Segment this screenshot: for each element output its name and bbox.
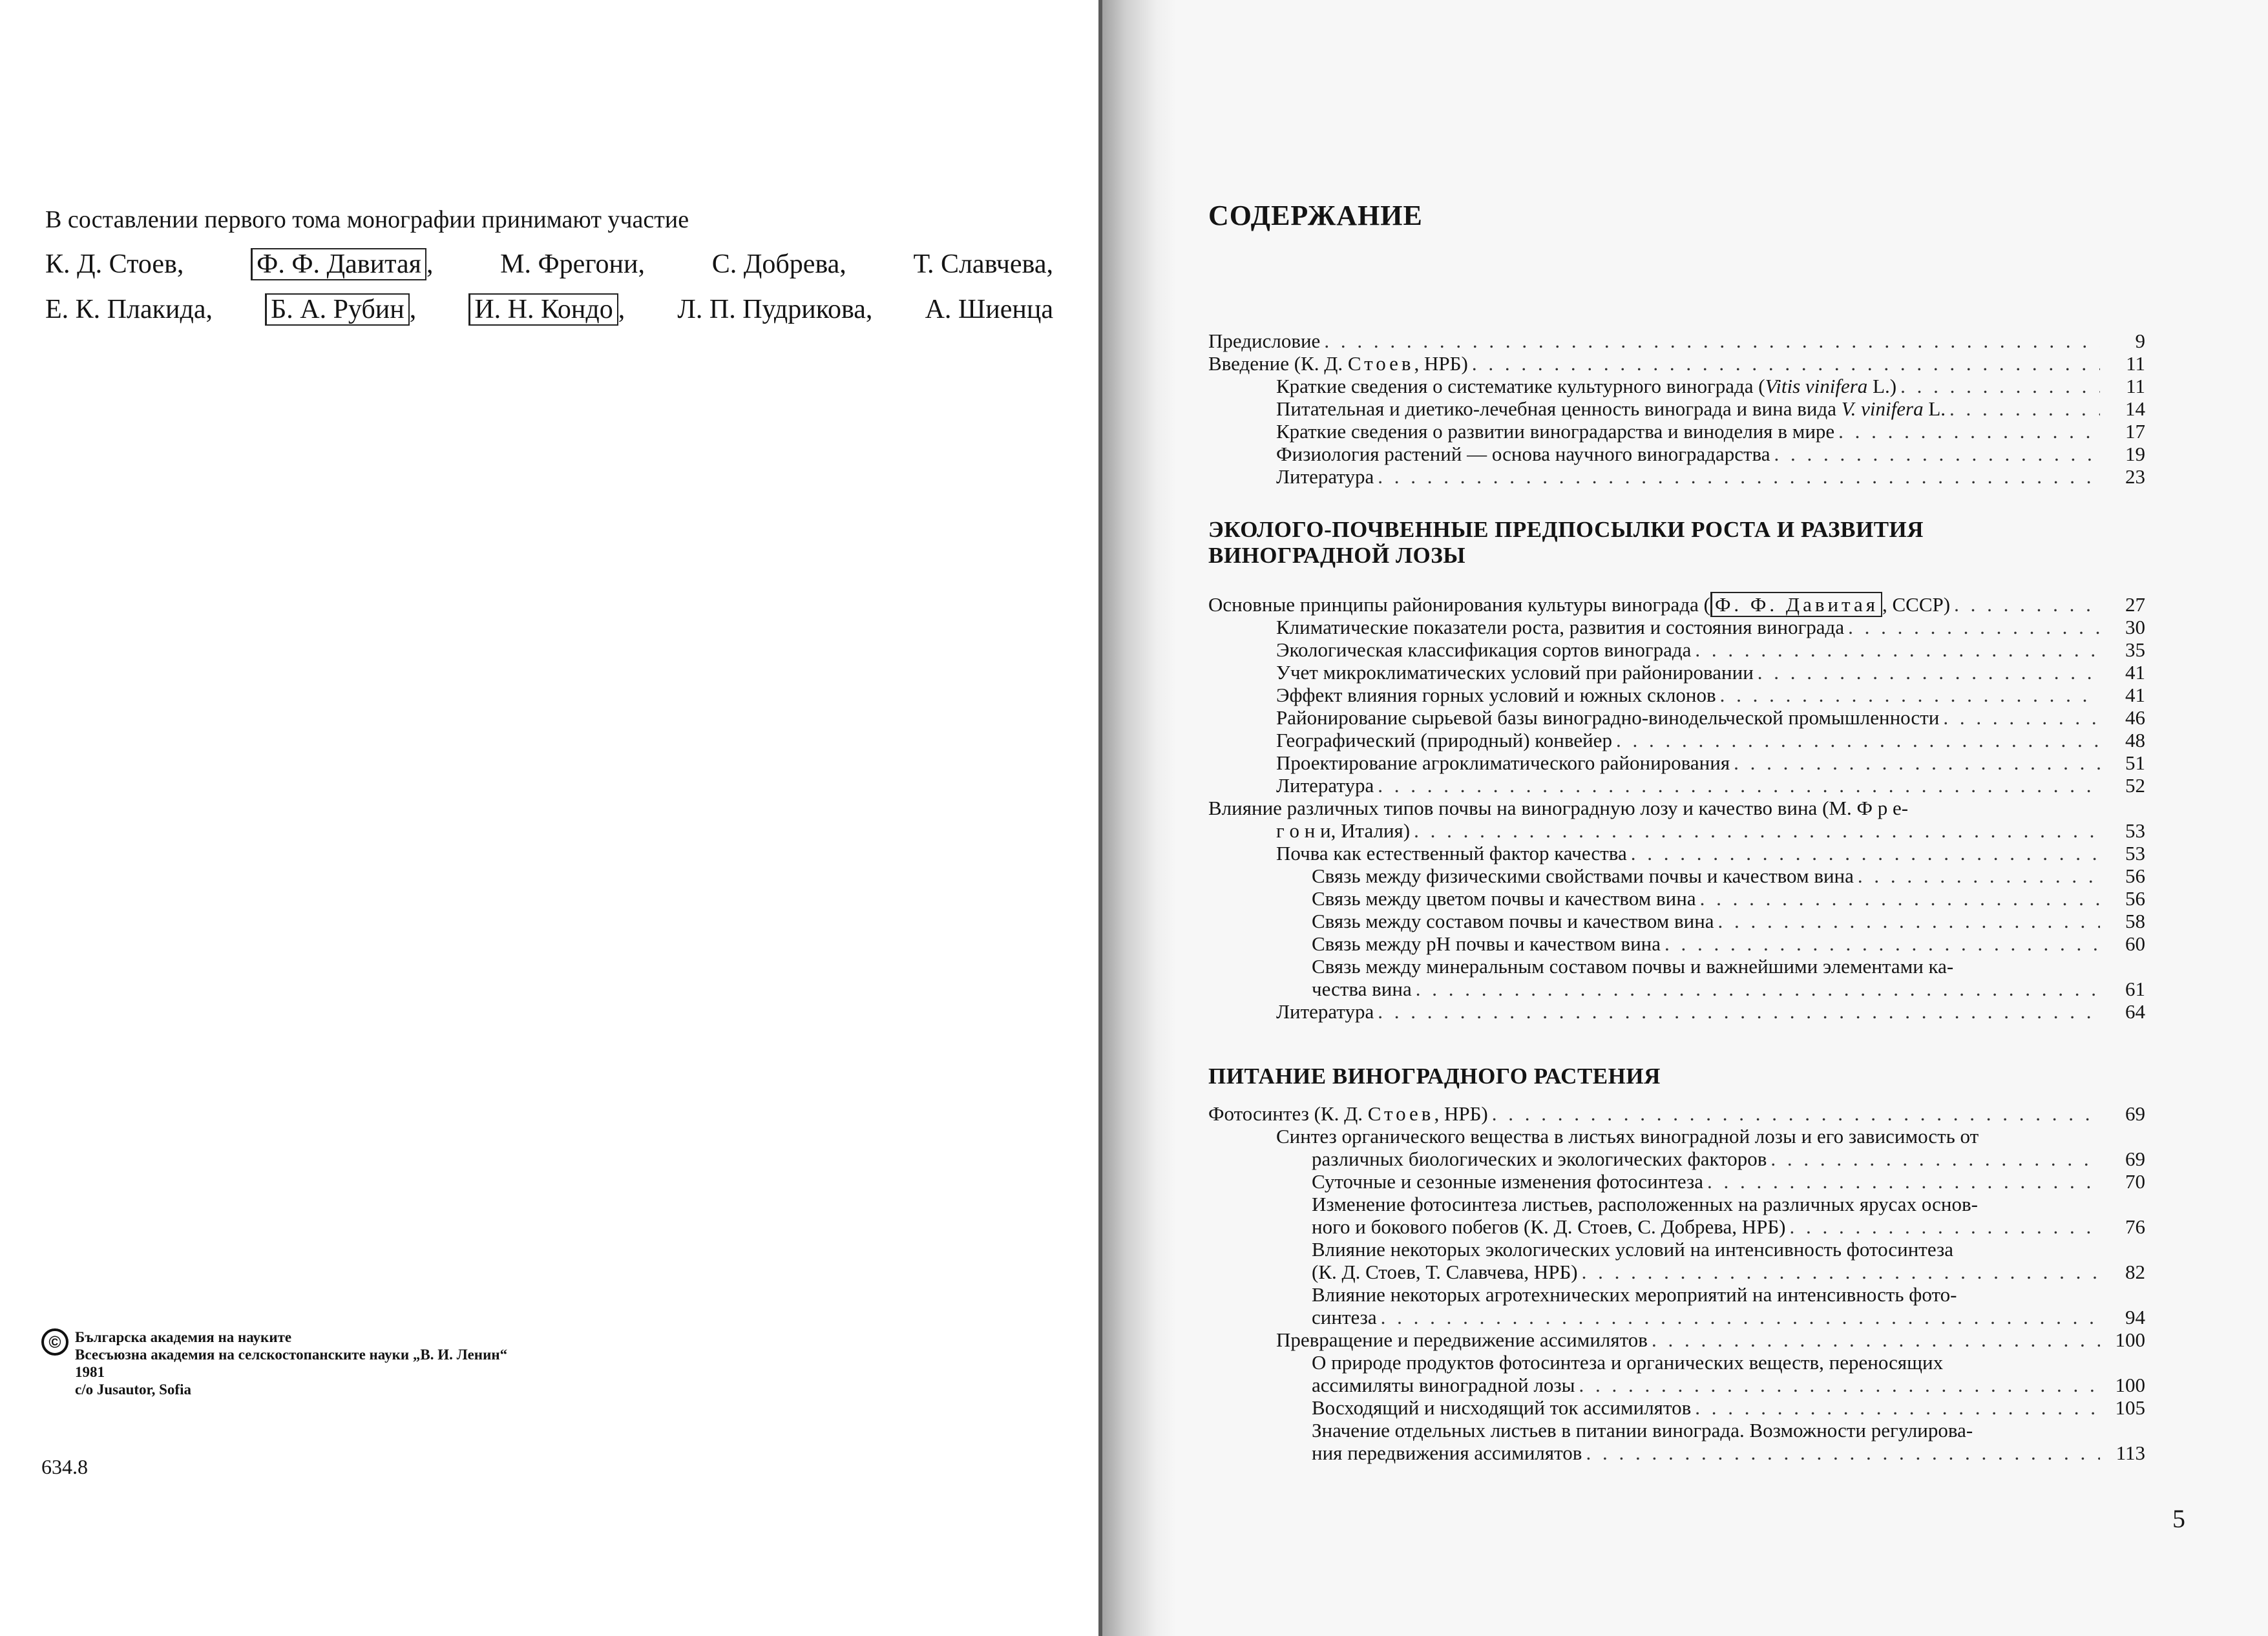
author: К. Д. Стоев,	[45, 249, 184, 279]
author: А. Шиенца	[925, 294, 1053, 324]
copyright-line: 1981	[75, 1364, 105, 1381]
author-deceased-box: Ф. Ф. Давитая	[1710, 592, 1882, 617]
toc-entry[interactable]: Краткие сведения о развитии виноградарства и виноделия в мире . . . 17	[1208, 420, 2145, 443]
toc-entry[interactable]: Связь между цветом почвы и качеством вина . . . 56	[1208, 887, 2145, 910]
toc-entry[interactable]: Эффект влияния горных условий и южных склонов . . . 41	[1208, 684, 2145, 706]
toc-entry[interactable]: Учет микроклиматических условий при районировании . . . 41	[1208, 661, 2145, 684]
toc-title: СОДЕРЖАНИЕ	[1208, 200, 1423, 231]
toc-entry[interactable]: Проектирование агроклиматического районирования . . . 51	[1208, 751, 2145, 774]
toc-entry[interactable]: Восходящий и нисходящий ток ассимилятов . . . 105	[1208, 1396, 2145, 1419]
author: С. Добрева,	[711, 249, 846, 279]
copyright-line: c/o Jusautor, Sofia	[75, 1381, 191, 1398]
toc-entry[interactable]: О природе продуктов фотосинтеза и органических веществ, переносящих ассимиляты виноградной лозы . . . 100	[1208, 1351, 2145, 1396]
copyright-block	[41, 1328, 752, 1399]
copyright-line: Всесъюзна академия на селскостопанските науки „В. И. Ленин“	[75, 1347, 508, 1363]
copyright-line: Българска академия на науките	[75, 1329, 292, 1345]
toc-entry[interactable]: Связь между минеральным составом почвы и важнейшими элементами ка- чества вина . . . 61	[1208, 955, 2145, 1000]
toc-entry[interactable]: Влияние некоторых агротехнических мероприятий на интенсивность фото- синтеза . . . 94	[1208, 1283, 2145, 1328]
toc-entry[interactable]: Влияние различных типов почвы на виноградную лозу и качество вина (М. Ф р е- г о н и, Италия) . . . 53	[1208, 797, 2145, 842]
author: М. Фрегони,	[500, 249, 645, 279]
toc-entry[interactable]: Предисловие . . . 9	[1208, 330, 2145, 352]
author-deceased-box: И. Н. Кондо	[468, 293, 618, 326]
toc-entry[interactable]: Районирование сырьевой базы виноградно-винодельческой промышленности . . . 46	[1208, 706, 2145, 729]
toc-part-3	[1208, 1102, 2145, 1464]
toc-entry[interactable]: Географический (природный) конвейер . . . 48	[1208, 729, 2145, 751]
credits-intro: В составлении первого тома монографии принимают участие	[45, 206, 689, 233]
right-page	[1098, 0, 2268, 1636]
toc-entry[interactable]: Экологическая классификация сортов винограда . . . 35	[1208, 638, 2145, 661]
toc-entry[interactable]: Литература . . . 23	[1208, 465, 2145, 488]
udc-code: 634.8	[41, 1455, 88, 1478]
author-deceased-box: Б. А. Рубин	[265, 293, 410, 326]
author-deceased-box: Ф. Ф. Давитая	[251, 248, 426, 280]
toc-entry[interactable]: Связь между pH почвы и качеством вина . . . 60	[1208, 932, 2145, 955]
toc-entry[interactable]: Литература . . . 52	[1208, 774, 2145, 797]
toc-entry[interactable]: Связь между физическими свойствами почвы и качеством вина . . . 56	[1208, 865, 2145, 887]
book-gutter-shadow	[1098, 0, 1176, 1636]
toc-entry[interactable]: Фотосинтез (К. Д. Стоев, НРБ) . . . 69	[1208, 1102, 2145, 1125]
toc-entry[interactable]: Питательная и диетико-лечебная ценность винограда и вина вида V. vinifera L. . . . 14	[1208, 397, 2145, 420]
toc-entry[interactable]: Влияние некоторых экологических условий на интенсивность фотосинтеза (К. Д. Стоев, Т. Славчева, НРБ) . . . 82	[1208, 1238, 2145, 1283]
credits-block	[45, 205, 1053, 339]
toc-part-2	[1208, 593, 2145, 1023]
left-page	[0, 0, 1098, 1636]
toc-entry[interactable]: Литература . . . 64	[1208, 1000, 2145, 1023]
toc-entry[interactable]: Суточные и сезонные изменения фотосинтеза . . . 70	[1208, 1170, 2145, 1193]
author: Т. Славчева,	[913, 249, 1053, 279]
copyright-icon: ©	[41, 1328, 68, 1356]
toc-entry[interactable]: Введение (К. Д. Стоев, НРБ) . . . 11	[1208, 352, 2145, 375]
toc-entry[interactable]: Климатические показатели роста, развития и состояния винограда . . . 30	[1208, 616, 2145, 638]
toc-entry[interactable]: Превращение и передвижение ассимилятов . . . 100	[1208, 1328, 2145, 1351]
toc-entry[interactable]: Краткие сведения о систематике культурного винограда (Vitis vinifera L.) . . . 11	[1208, 375, 2145, 397]
authors-line-2: Е. К. Плакида, Б. А. Рубин , И. Н. Кондо , Л. П. Пудрикова, А. Шиенца	[45, 293, 1053, 326]
toc-entry[interactable]: Основные принципы районирования культуры винограда ( Ф. Ф. Давитая , СССР) . . . 27	[1208, 593, 2145, 616]
author: Л. П. Пудрикова,	[677, 294, 873, 324]
section-heading: ПИТАНИЕ ВИНОГРАДНОГО РАСТЕНИЯ	[1208, 1064, 1661, 1089]
toc-part-1	[1208, 330, 2145, 488]
toc-entry[interactable]: Связь между составом почвы и качеством вина . . . 58	[1208, 910, 2145, 932]
page-number: 5	[2172, 1504, 2185, 1533]
section-heading: ЭКОЛОГО-ПОЧВЕННЫЕ ПРЕДПОСЫЛКИ РОСТА И РАЗВИТИЯ ВИНОГРАДНОЙ ЛОЗЫ	[1208, 517, 1924, 568]
authors-line-1: К. Д. Стоев, Ф. Ф. Давитая , М. Фрегони, С. Добрева, Т. Славчева,	[45, 248, 1053, 280]
toc-entry[interactable]: Почва как естественный фактор качества . . . 53	[1208, 842, 2145, 865]
toc-entry[interactable]: Синтез органического вещества в листьях виноградной лозы и его зависимость от различных биологических и экологических факторов . . . 69	[1208, 1125, 2145, 1170]
toc-entry[interactable]: Физиология растений — основа научного виноградарства . . . 19	[1208, 443, 2145, 465]
toc-entry[interactable]: Значение отдельных листьев в питании винограда. Возможности регулирова- ния передвижения ассимилятов . . . 113	[1208, 1419, 2145, 1464]
toc-entry[interactable]: Изменение фотосинтеза листьев, расположенных на различных ярусах основ- ного и бокового побегов (К. Д. Стоев, С. Добрева, НРБ) . . . 76	[1208, 1193, 2145, 1238]
author: Е. К. Плакида,	[45, 294, 213, 324]
book-fold	[1098, 0, 1102, 1636]
